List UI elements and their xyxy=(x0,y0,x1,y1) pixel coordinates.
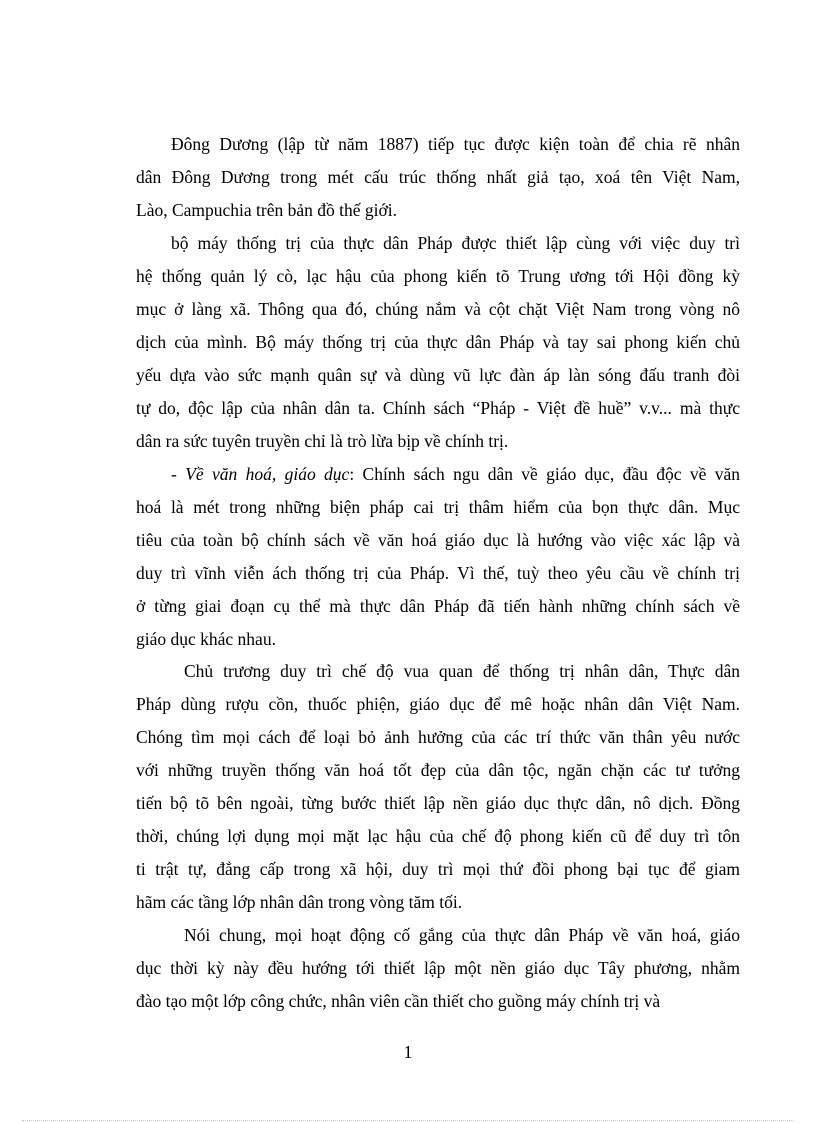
paragraph-3-line-2: hoá là mét trong những biện pháp cai trị thâm hiểm của bọn thực dân. Mục xyxy=(136,497,740,517)
paragraph-4-line-5: tiến bộ tõ bên ngoài, từng bước thiết lập nền giáo dục thực dân, nô dịch. Đồng xyxy=(136,793,740,813)
paragraph-2-line-3: mục ở làng xã. Thông qua đó, chúng nắm và cột chặt Việt Nam trong vòng nô xyxy=(136,299,740,319)
paragraph-5-line-2: dục thời kỳ này đều hướng tới thiết lập một nền giáo dục Tây phương, nhằm xyxy=(136,958,740,978)
section-heading-italic: Về văn hoá, giáo dục xyxy=(185,464,350,484)
page-number: 1 xyxy=(403,1042,413,1062)
paragraph-4-line-1: Chủ trương duy trì chế độ vua quan để thống trị nhân dân, Thực dân xyxy=(184,661,740,681)
paragraph-3-line-4: duy trì vĩnh viễn ách thống trị của Pháp. Vì thế, tuỳ theo yêu cầu về chính trị xyxy=(136,563,740,583)
paragraph-4-line-4: với những truyền thống văn hoá tốt đẹp của dân tộc, ngăn chặn các tư tưởng xyxy=(136,760,740,780)
paragraph-2-line-5: yếu dựa vào sức mạnh quân sự và dùng vũ lực đàn áp làn sóng đấu tranh đòi xyxy=(136,365,740,385)
paragraph-3-line-1 xyxy=(171,460,740,488)
paragraph-5-line-1: Nói chung, mọi hoạt động cố gắng của thực dân Pháp về văn hoá, giáo xyxy=(184,925,740,945)
page-bottom-divider xyxy=(22,1120,794,1121)
paragraph-1-line-2: dân Đông Dương trong mét cấu trúc thống nhất giả tạo, xoá tên Việt Nam, xyxy=(136,167,740,187)
paragraph-4-line-7: ti trật tự, đẳng cấp trong xã hội, duy trì mọi thứ đồi phong bại tục để giam xyxy=(136,859,740,879)
paragraph-4-line-8: hãm các tầng lớp nhân dân trong vòng tăm tối. xyxy=(136,892,463,912)
paragraph-2-line-4: dịch của mình. Bộ máy thống trị của thực dân Pháp và tay sai phong kiến chủ xyxy=(136,332,740,352)
paragraph-4-line-2: Pháp dùng rượu cồn, thuốc phiện, giáo dục để mê hoặc nhân dân Việt Nam. xyxy=(136,694,740,714)
paragraph-2-line-7: dân ra sức tuyên truyền chỉ là trò lừa bịp về chính trị. xyxy=(136,431,509,451)
paragraph-2-line-2: hệ thống quản lý cò, lạc hậu của phong kiến tõ Trung ương tới Hội đồng kỳ xyxy=(136,266,740,286)
paragraph-4-line-3: Chóng tìm mọi cách để loại bỏ ảnh hưởng của các trí thức văn thân yêu nước xyxy=(136,727,740,747)
paragraph-3-line-1-rest: : Chính sách ngu dân về giáo dục, đầu độc về văn xyxy=(349,464,741,484)
paragraph-1-line-1: Đông Dương (lập từ năm 1887) tiếp tục được kiện toàn để chia rẽ nhân xyxy=(171,134,740,154)
paragraph-3-line-3: tiêu của toàn bộ chính sách về văn hoá giáo dục là hướng vào việc xác lập và xyxy=(136,530,740,550)
paragraph-5-line-3: đào tạo một lớp công chức, nhân viên cần thiết cho guồng máy chính trị và xyxy=(136,991,661,1011)
paragraph-3-line-6: giáo dục khác nhau. xyxy=(136,629,276,649)
paragraph-2-line-6: tự do, độc lập của nhân dân ta. Chính sách “Pháp - Việt đề huề” v.v... mà thực xyxy=(136,398,740,418)
paragraph-4-line-6: thời, chúng lợi dụng mọi mặt lạc hậu của chế độ phong kiến cũ để duy trì tôn xyxy=(136,826,740,846)
paragraph-1-line-3: Lào, Campuchia trên bản đồ thế giới. xyxy=(136,200,397,220)
paragraph-3-line-5: ở từng giai đoạn cụ thể mà thực dân Pháp đã tiến hành những chính sách về xyxy=(136,596,740,616)
paragraph-2-line-1: bộ máy thống trị của thực dân Pháp được thiết lập cùng với việc duy trì xyxy=(171,233,740,253)
list-dash: - xyxy=(171,464,186,484)
